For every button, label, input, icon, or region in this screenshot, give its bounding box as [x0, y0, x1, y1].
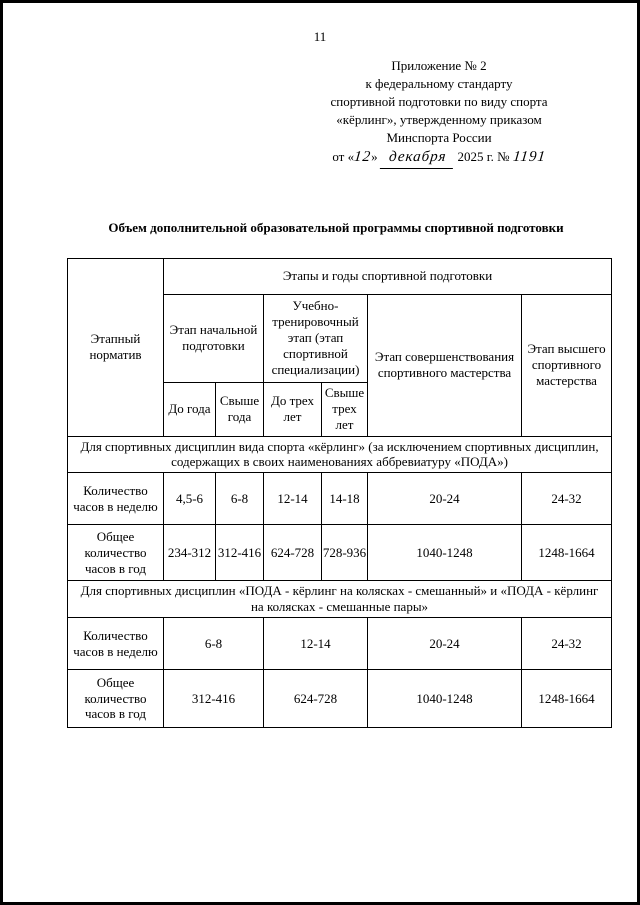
header-row-stages-title	[68, 258, 612, 294]
date-prefix: от «	[332, 148, 355, 164]
appendix-line: к федеральному стандарту	[365, 75, 513, 91]
appendix-line: спортивной подготовки по виду спорта	[330, 93, 548, 109]
value-cell: 312-416	[216, 525, 264, 581]
document-title: Объем дополнительной образовательной программы спортивной подготовки	[108, 220, 564, 236]
value-cell: 24-32	[522, 618, 612, 670]
value-cell: 624-728	[264, 670, 368, 728]
value-cell: 6-8	[164, 618, 264, 670]
appendix-line: Приложение № 2	[391, 58, 487, 73]
header-cell-up-to-three-years: До трех лет	[264, 382, 322, 436]
training-volume-table	[67, 258, 612, 728]
header-cell-over-year: Свыше года	[216, 382, 264, 436]
value-cell: 20-24	[368, 473, 522, 525]
table-row	[68, 525, 612, 581]
value-cell: 1040-1248	[368, 525, 522, 581]
handwritten-month: декабря	[380, 147, 456, 169]
handwritten-order-number: 1191	[511, 148, 547, 165]
value-cell: 24-32	[522, 473, 612, 525]
value-cell: 12-14	[264, 473, 322, 525]
value-cell: 14-18	[322, 473, 368, 525]
appendix-line: Минспорта России	[386, 129, 492, 145]
section1-caption: Для спортивных дисциплин вида спорта «кёрлинг» (за исключением спортивных дисциплин, содержащих в своих наименованиях аббревиатуру «ПОДА»)	[68, 436, 612, 473]
value-cell: 4,5-6	[164, 473, 216, 525]
value-cell: 6-8	[216, 473, 264, 525]
header-cell-improvement-stage: Этап совершенствования спортивного мастерства	[368, 294, 522, 436]
table-row	[68, 473, 612, 525]
appendix-block	[283, 57, 595, 168]
header-cell-stages-title: Этапы и годы спортивной подготовки	[164, 258, 612, 294]
header-cell-initial-stage: Этап начальной подготовки	[164, 294, 264, 382]
header-cell-over-three-years: Свыше трех лет	[322, 382, 368, 436]
header-cell-training-stage: Учебно-тренировочный этап (этап спортивной специализации)	[264, 294, 368, 382]
row-label-hours-per-year: Общее количество часов в год	[68, 525, 164, 581]
date-quote-close: »	[371, 148, 378, 164]
header-cell-up-to-year: До года	[164, 382, 216, 436]
value-cell: 20-24	[368, 618, 522, 670]
date-year: 2025 г. №	[457, 148, 510, 164]
table-row	[68, 618, 612, 670]
value-cell: 312-416	[164, 670, 264, 728]
value-cell: 624-728	[264, 525, 322, 581]
value-cell: 1040-1248	[368, 670, 522, 728]
table-row	[68, 670, 612, 728]
section1-caption-row	[68, 436, 612, 473]
row-label-hours-per-week: Количество часов в неделю	[68, 473, 164, 525]
appendix-date-line	[283, 147, 595, 169]
value-cell: 1248-1664	[522, 525, 612, 581]
appendix-line: «кёрлинг», утвержденному приказом	[336, 111, 542, 127]
header-cell-etap-normativ: Этапный норматив	[68, 258, 164, 436]
value-cell: 234-312	[164, 525, 216, 581]
page-number: 11	[313, 29, 327, 44]
value-cell: 728-936	[322, 525, 368, 581]
row-label-hours-per-week: Количество часов в неделю	[68, 618, 164, 670]
section2-caption: Для спортивных дисциплин «ПОДА - кёрлинг на колясках - смешанный» и «ПОДА - кёрлинг на колясках - смешанные пары»	[68, 581, 612, 618]
row-label-hours-per-year: Общее количество часов в год	[68, 670, 164, 728]
value-cell: 12-14	[264, 618, 368, 670]
value-cell: 1248-1664	[522, 670, 612, 728]
handwritten-day: 12	[353, 148, 372, 165]
header-cell-highest-stage: Этап высшего спортивного мастерства	[522, 294, 612, 436]
section2-caption-row	[68, 581, 612, 618]
